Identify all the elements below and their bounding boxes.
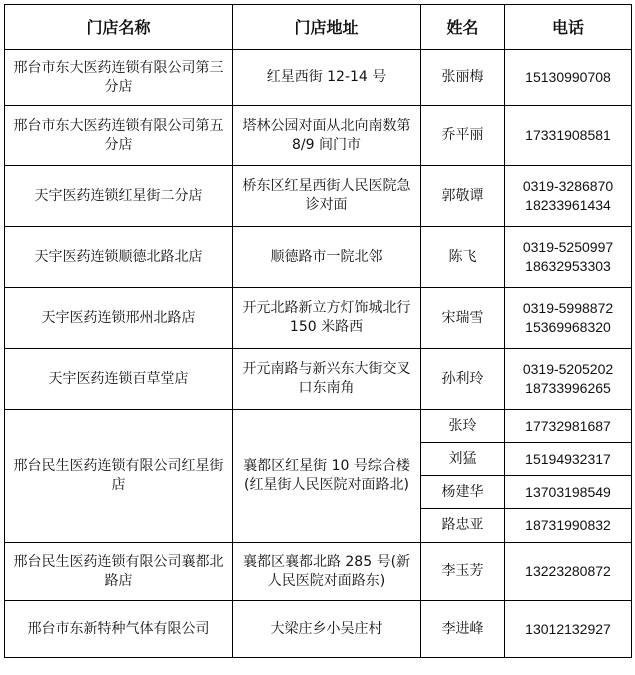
store-name-cell: 邢台市东大医药连锁有限公司第三分店 (5, 50, 233, 106)
store-address-cell: 大梁庄乡小吴庄村 (233, 601, 421, 658)
store-address-cell: 襄都区襄都北路 285 号(新人民医院对面路东) (233, 543, 421, 601)
table-row (5, 50, 632, 106)
phone-number: 0319-5998872 (522, 300, 614, 316)
phone-number: 13703198549 (525, 483, 611, 500)
store-name-cell: 天宇医药连锁红星街二分店 (5, 166, 233, 227)
person-name-cell: 路忠亚 (421, 509, 505, 543)
store-name-cell: 邢台民生医药连锁有限公司襄都北路店 (5, 543, 233, 601)
phone-number: 13223280872 (525, 563, 611, 579)
phone-cell (505, 443, 632, 476)
header-store-address: 门店地址 (233, 5, 421, 50)
phone-cell (505, 288, 632, 349)
store-name-cell: 天宇医药连锁百草堂店 (5, 349, 233, 410)
person-name-cell: 刘猛 (421, 443, 505, 476)
store-name-cell: 邢台民生医药连锁有限公司红星街店 (5, 410, 233, 543)
person-name-cell: 乔平丽 (421, 106, 505, 166)
store-address-cell: 红星西街 12-14 号 (233, 50, 421, 106)
store-address-cell: 塔林公园对面从北向南数第 8/9 间门市 (233, 106, 421, 166)
store-name-cell: 天宇医药连锁邢州北路店 (5, 288, 233, 349)
person-name-cell: 宋瑞雪 (421, 288, 505, 349)
phone-number: 17732981687 (525, 417, 611, 434)
phone-number: 18733996265 (525, 380, 611, 396)
header-person-name: 姓名 (421, 5, 505, 50)
person-name-cell: 李玉芳 (421, 543, 505, 601)
phone-number: 18632953303 (525, 258, 611, 274)
phone-cell (505, 410, 632, 443)
person-name-cell: 孙利玲 (421, 349, 505, 410)
person-name-cell: 李进峰 (421, 601, 505, 658)
phone-number: 0319-3286870 (522, 178, 614, 194)
store-address-cell: 开元南路与新兴东大街交叉口东南角 (233, 349, 421, 410)
table-row (5, 601, 632, 658)
phone-number: 15369968320 (525, 319, 611, 335)
phone-cell (505, 227, 632, 288)
person-name-cell: 陈飞 (421, 227, 505, 288)
phone-number: 18233961434 (525, 197, 611, 213)
store-address-cell: 桥东区红星西街人民医院急诊对面 (233, 166, 421, 227)
header-phone: 电话 (505, 5, 632, 50)
phone-cell (505, 106, 632, 166)
phone-number: 15194932317 (525, 450, 611, 467)
table-row (5, 349, 632, 410)
person-name-cell: 张玲 (421, 410, 505, 443)
header-store-name: 门店名称 (5, 5, 233, 50)
store-name-cell: 天宇医药连锁顺德北路北店 (5, 227, 233, 288)
phone-number: 0319-5205202 (522, 361, 614, 377)
table-row (5, 410, 632, 443)
table-row (5, 227, 632, 288)
store-name-cell: 邢台市东新特种气体有限公司 (5, 601, 233, 658)
person-name-cell: 张丽梅 (421, 50, 505, 106)
store-address-cell: 顺德路市一院北邻 (233, 227, 421, 288)
phone-cell (505, 509, 632, 543)
store-address-cell: 开元北路新立方灯饰城北行 150 米路西 (233, 288, 421, 349)
phone-number: 17331908581 (525, 127, 611, 143)
phone-number: 18731990832 (525, 517, 611, 533)
table-header-row (5, 5, 632, 50)
phone-number: 15130990708 (525, 69, 611, 85)
table-row (5, 543, 632, 601)
phone-cell (505, 543, 632, 601)
phone-cell (505, 50, 632, 106)
table-row (5, 288, 632, 349)
store-address-cell: 襄都区红星街 10 号综合楼(红星街人民医院对面路北) (233, 410, 421, 543)
phone-cell (505, 349, 632, 410)
person-name-cell: 郭敬谭 (421, 166, 505, 227)
phone-number: 0319-5250997 (522, 239, 614, 255)
store-contact-table (4, 4, 632, 658)
phone-cell (505, 166, 632, 227)
person-name-cell: 杨建华 (421, 476, 505, 509)
store-name-cell: 邢台市东大医药连锁有限公司第五分店 (5, 106, 233, 166)
phone-number: 13012132927 (525, 620, 611, 637)
table-row (5, 166, 632, 227)
phone-cell (505, 601, 632, 658)
phone-cell (505, 476, 632, 509)
table-row (5, 106, 632, 166)
